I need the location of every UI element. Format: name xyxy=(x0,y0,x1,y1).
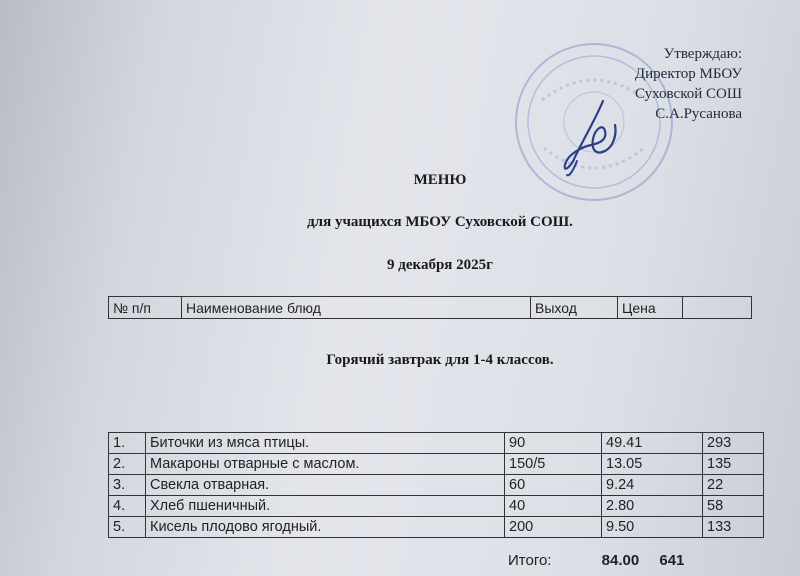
total-row xyxy=(508,552,684,569)
item-kcal: 135 xyxy=(703,454,764,475)
handwritten-signature xyxy=(555,95,625,180)
item-name: Свекла отварная. xyxy=(146,475,505,496)
header-output: Выход xyxy=(531,297,618,319)
header-extra xyxy=(683,297,752,319)
document-subtitle: для учащихся МБОУ Суховской СОШ. xyxy=(307,214,573,230)
item-kcal: 133 xyxy=(703,517,764,538)
item-output: 150/5 xyxy=(505,454,602,475)
item-kcal: 22 xyxy=(703,475,764,496)
item-price: 13.05 xyxy=(602,454,703,475)
item-kcal: 293 xyxy=(703,433,764,454)
document-title: МЕНЮ xyxy=(413,172,467,188)
item-output: 90 xyxy=(505,433,602,454)
table-row xyxy=(109,433,764,454)
menu-table xyxy=(108,432,764,538)
item-name: Хлеб пшеничный. xyxy=(146,496,505,517)
table-row xyxy=(109,454,764,475)
item-num: 1. xyxy=(109,433,146,454)
header-price: Цена xyxy=(618,297,683,319)
item-price: 49.41 xyxy=(602,433,703,454)
total-kcal: 641 xyxy=(659,552,685,569)
item-name: Биточки из мяса птицы. xyxy=(146,433,505,454)
item-name: Кисель плодово ягодный. xyxy=(146,517,505,538)
approval-line-2: Директор МБОУ xyxy=(634,66,742,82)
header-name: Наименование блюд xyxy=(182,297,531,319)
approval-line-3: Суховской СОШ xyxy=(635,86,742,102)
item-output: 40 xyxy=(505,496,602,517)
item-num: 4. xyxy=(109,496,146,517)
item-num: 3. xyxy=(109,475,146,496)
item-price: 2.80 xyxy=(602,496,703,517)
table-row xyxy=(109,517,764,538)
item-num: 5. xyxy=(109,517,146,538)
item-name: Макароны отварные с маслом. xyxy=(146,454,505,475)
section-title: Горячий завтрак для 1-4 классов. xyxy=(326,352,554,368)
item-output: 60 xyxy=(505,475,602,496)
approval-line-1: Утверждаю: xyxy=(663,46,742,62)
header-num: № п/п xyxy=(109,297,182,319)
item-price: 9.50 xyxy=(602,517,703,538)
item-num: 2. xyxy=(109,454,146,475)
table-row xyxy=(109,475,764,496)
table-row xyxy=(109,496,764,517)
total-amount: 84.00 xyxy=(601,552,640,569)
total-label: Итого: xyxy=(508,552,552,569)
approval-line-4: С.А.Русанова xyxy=(655,106,742,122)
header-table xyxy=(108,296,752,319)
item-kcal: 58 xyxy=(703,496,764,517)
item-price: 9.24 xyxy=(602,475,703,496)
document-date: 9 декабря 2025г xyxy=(387,257,493,273)
header-row xyxy=(109,297,752,319)
item-output: 200 xyxy=(505,517,602,538)
